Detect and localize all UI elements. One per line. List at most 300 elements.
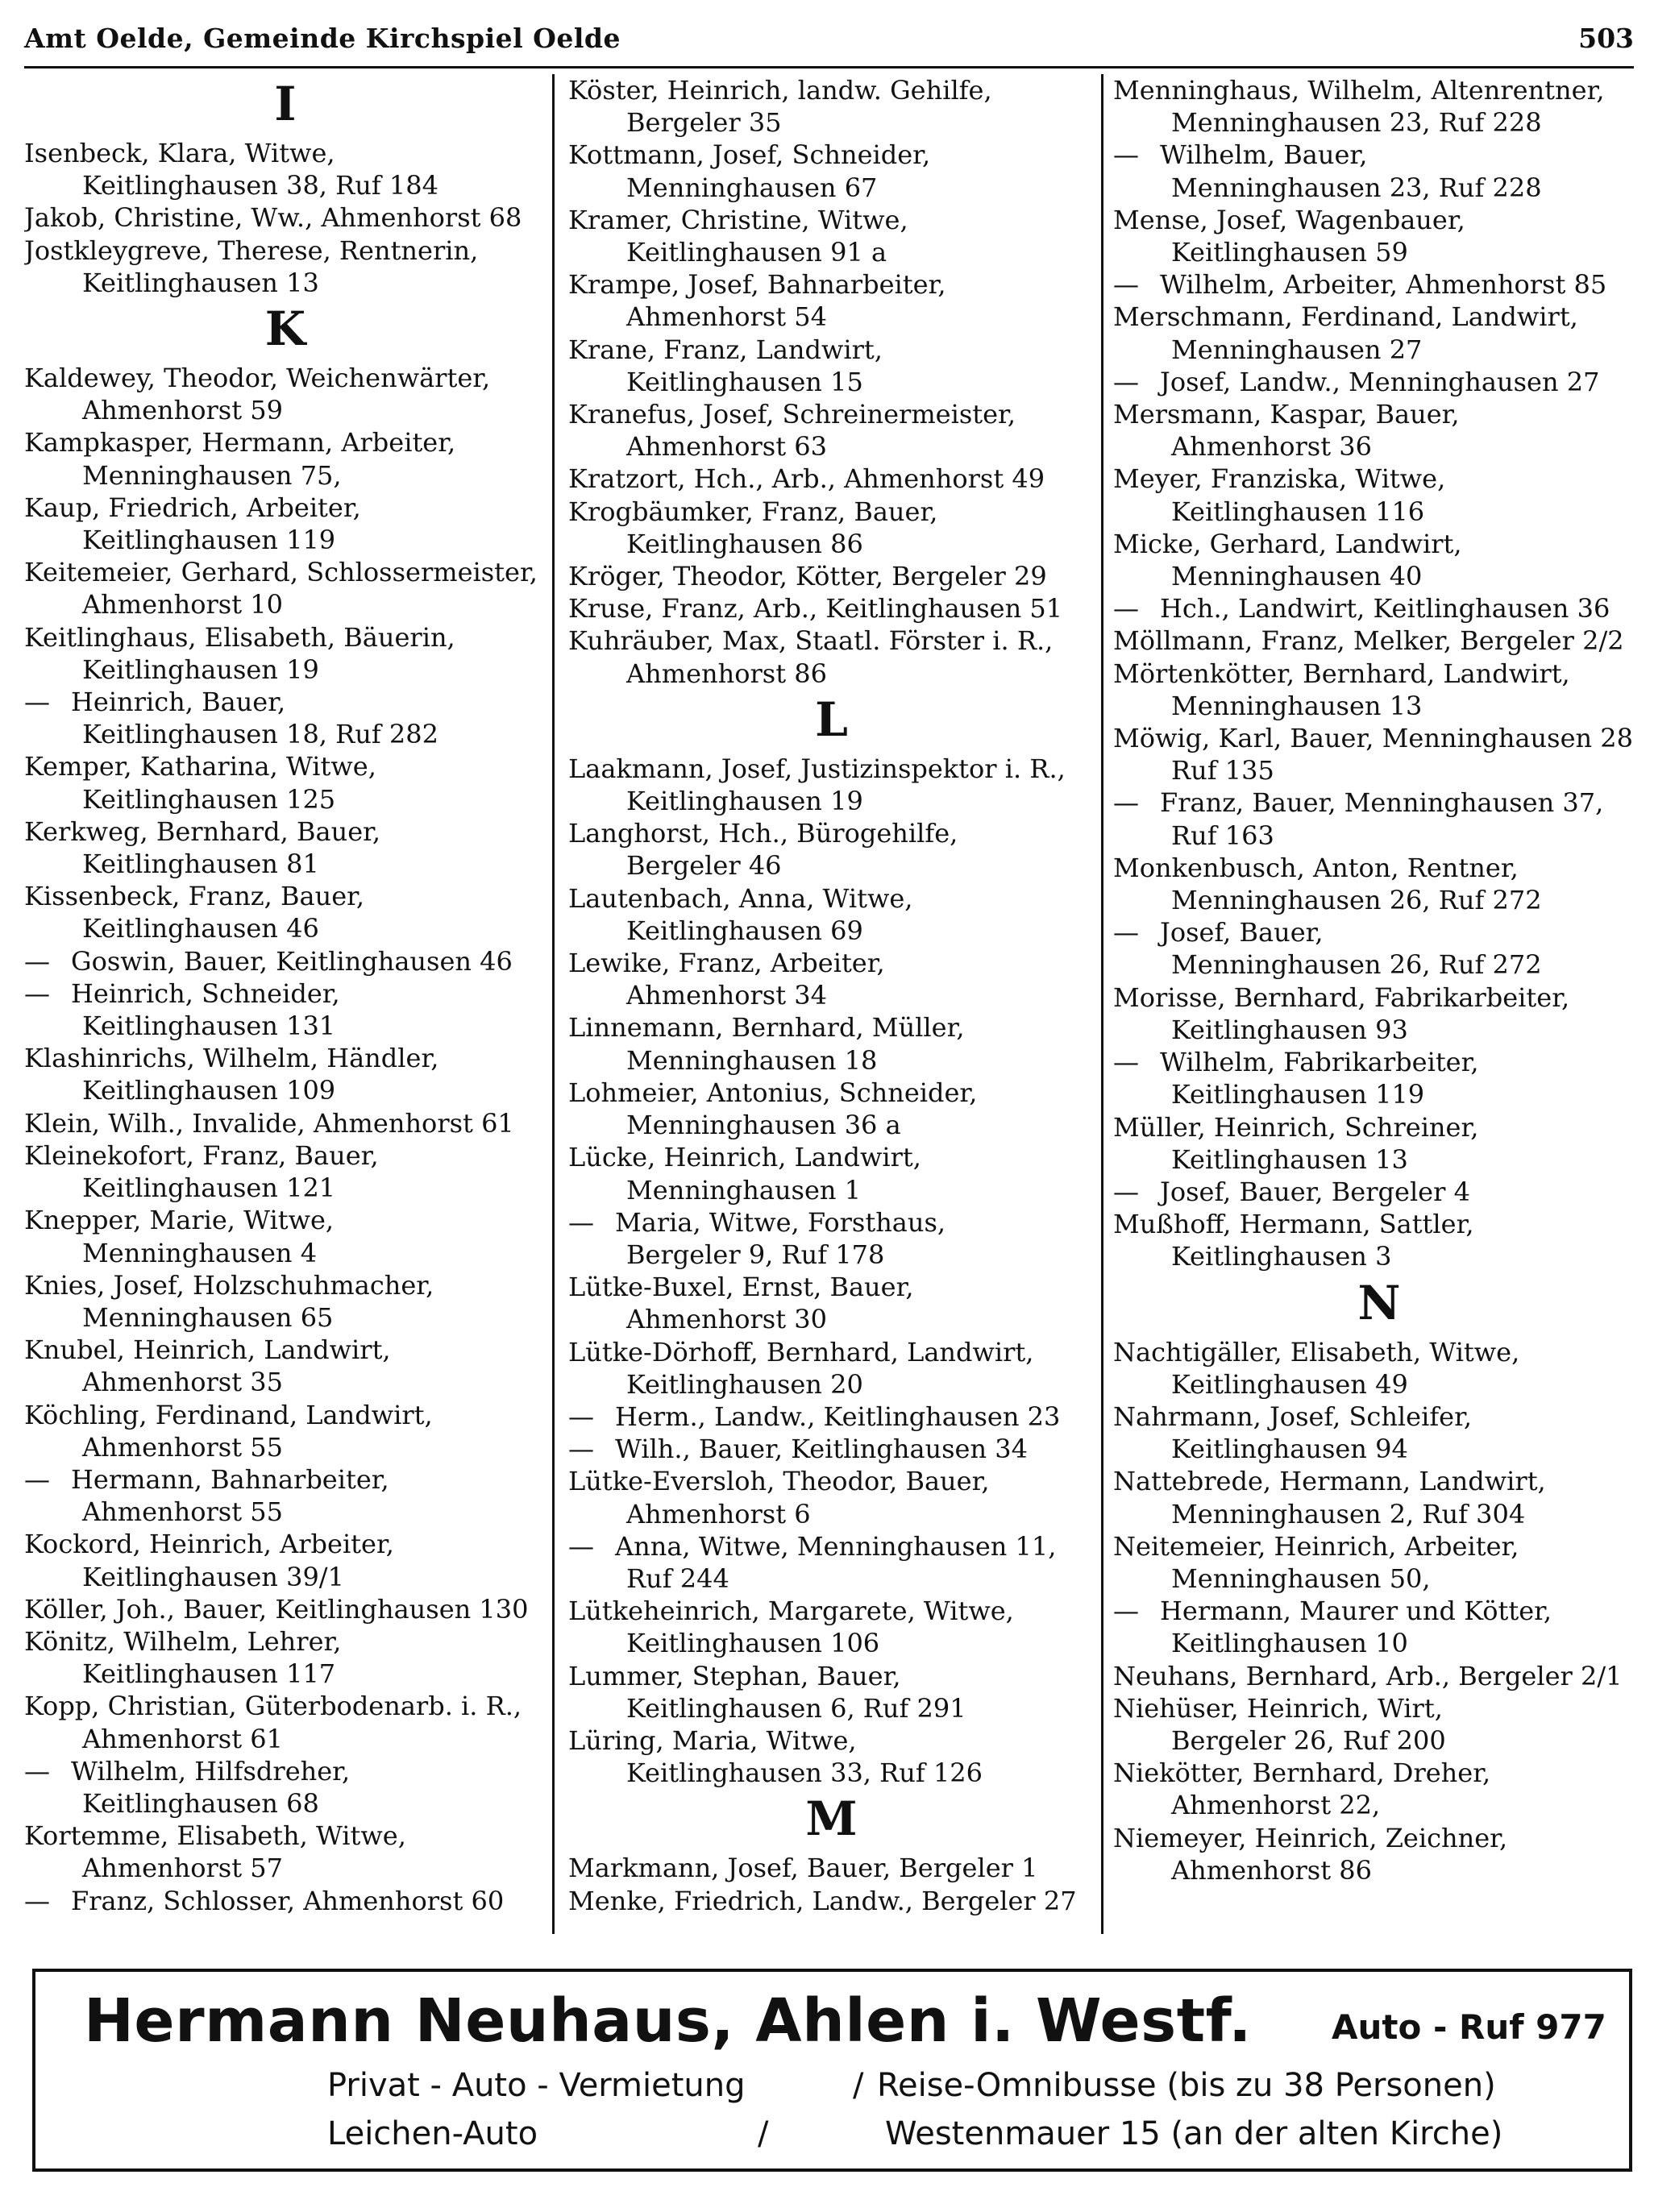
directory-entry <box>1113 1046 1645 1110</box>
entry-text: Ahmenhorst 86 <box>1171 1854 1372 1886</box>
entry-text: Hermann, Bahnarbeiter, <box>71 1463 389 1495</box>
directory-entry <box>24 1269 547 1334</box>
entry-name-line <box>24 945 547 977</box>
entry-name-line <box>568 1724 1095 1757</box>
ad-service-rental: Privat - Auto - Vermietung <box>327 2067 746 2104</box>
entry-address-line <box>1113 754 1645 786</box>
directory-entry <box>1113 366 1645 398</box>
directory-entry <box>24 201 547 234</box>
entry-name-line <box>24 1625 547 1658</box>
entry-name-line <box>568 1011 1095 1044</box>
entry-text: Ahmenhorst 10 <box>82 589 283 620</box>
entry-name-line <box>24 977 547 1010</box>
entry-text: Mersmann, Kaspar, Bauer, <box>1113 399 1460 430</box>
entry-name-line <box>1113 398 1645 430</box>
entry-text: Laakmann, Josef, Justizinspektor i. R., <box>568 753 1066 784</box>
entry-name-line <box>24 201 547 234</box>
entry-name-line <box>568 74 1095 106</box>
entry-text: Nattebrede, Hermann, Landwirt, <box>1113 1466 1546 1497</box>
entry-address-line <box>24 1852 547 1884</box>
directory-entry <box>24 621 547 686</box>
entry-text: Keitlinghausen 19 <box>626 786 863 817</box>
entry-text: Keitlinghausen 20 <box>626 1368 863 1400</box>
entry-text: Keitlinghausen 106 <box>626 1628 880 1659</box>
entry-name-line <box>568 1141 1095 1173</box>
entry-text: Menke, Friedrich, Landw., Bergeler 27 <box>568 1885 1077 1916</box>
directory-entry <box>24 815 547 880</box>
ditto-dash: — <box>24 945 50 977</box>
entry-address-line <box>24 1172 547 1204</box>
ditto-dash: — <box>568 1401 594 1432</box>
entry-name-line <box>568 592 1095 625</box>
directory-entry <box>1113 786 1645 851</box>
entry-text: Menninghausen 65 <box>82 1301 334 1333</box>
ditto-dash: — <box>1113 787 1139 819</box>
entry-address-line <box>1113 1078 1645 1110</box>
entry-text: Hermann, Maurer und Kötter, <box>1160 1596 1552 1627</box>
entry-name-line <box>24 1463 547 1496</box>
directory-entry <box>1113 981 1645 1046</box>
entry-text: Menninghausen 40 <box>1171 561 1423 592</box>
entry-address-line <box>24 1301 547 1334</box>
entry-text: Lütke-Buxel, Ernst, Bauer, <box>568 1272 914 1303</box>
directory-entry <box>24 1690 547 1754</box>
directory-entry <box>568 268 1095 333</box>
entry-text: Merschmann, Ferdinand, Landwirt, <box>1113 301 1578 333</box>
entry-text: Kramer, Christine, Witwe, <box>568 204 908 235</box>
directory-entry <box>24 1528 547 1592</box>
directory-entry <box>24 945 547 977</box>
directory-entry <box>568 947 1095 1011</box>
ditto-dash: — <box>24 977 50 1009</box>
directory-entry <box>568 496 1095 560</box>
directory-entry <box>24 1399 547 1463</box>
directory-entry <box>24 1820 547 1884</box>
ad-separator: / <box>853 2067 864 2104</box>
directory-entry <box>1113 1401 1645 1465</box>
entry-address-line <box>568 236 1095 268</box>
entry-text: Menninghausen 23, Ruf 228 <box>1171 172 1542 203</box>
entry-text: Anna, Witwe, Menninghausen 11, <box>615 1530 1057 1562</box>
directory-entry <box>24 880 547 944</box>
entry-text: Kockord, Heinrich, Arbeiter, <box>24 1529 394 1560</box>
ditto-dash: — <box>24 1755 50 1787</box>
column-divider <box>1101 74 1103 1934</box>
directory-entry <box>568 398 1095 463</box>
entry-text: Menninghausen 1 <box>626 1174 862 1206</box>
entry-address-line <box>568 1368 1095 1401</box>
entry-address-line <box>1113 1724 1645 1757</box>
entry-text: Menninghausen 2, Ruf 304 <box>1171 1498 1526 1529</box>
entry-text: Menninghausen 75, <box>82 459 342 491</box>
entry-text: Menninghausen 4 <box>82 1237 318 1268</box>
entry-text: Menninghausen 26, Ruf 272 <box>1171 885 1542 916</box>
entry-text: Keitlinghausen 119 <box>82 525 336 556</box>
entry-text: Kottmann, Josef, Schneider, <box>568 139 931 171</box>
entry-text: Köller, Joh., Bauer, Keitlinghausen 130 <box>24 1593 529 1625</box>
entry-text: Keitlinghausen 116 <box>1171 496 1425 527</box>
entry-text: Knies, Josef, Holzschuhmacher, <box>24 1269 434 1301</box>
directory-entry <box>24 1755 547 1820</box>
entry-name-line <box>1113 1336 1645 1368</box>
entry-address-line <box>568 301 1095 333</box>
directory-entry <box>1113 398 1645 463</box>
entry-text: Morisse, Bernhard, Fabrikarbeiter, <box>1113 981 1570 1013</box>
directory-entry <box>1113 268 1645 301</box>
entry-text: Kuhräuber, Max, Staatl. Förster i. R., <box>568 625 1054 657</box>
entry-text: Lücke, Heinrich, Landwirt, <box>568 1142 921 1173</box>
entry-name-line <box>1113 786 1645 819</box>
directory-entry <box>24 362 547 426</box>
entry-name-line <box>568 1530 1095 1563</box>
entry-address-line <box>568 915 1095 947</box>
ditto-dash: — <box>568 1434 594 1465</box>
entry-address-line <box>24 1074 547 1106</box>
directory-entry <box>568 1206 1095 1271</box>
directory-entry <box>24 234 547 299</box>
directory-entry <box>1113 1822 1645 1886</box>
directory-entry <box>24 686 547 750</box>
entry-name-line <box>568 817 1095 849</box>
entry-name-line <box>568 1465 1095 1497</box>
entry-text: Könitz, Wilhelm, Lehrer, <box>24 1625 342 1657</box>
entry-name-line <box>568 947 1095 979</box>
entry-text: Neitemeier, Heinrich, Arbeiter, <box>1113 1530 1519 1562</box>
ad-phone: Auto - Ruf 977 <box>1332 2007 1606 2047</box>
entry-text: Niekötter, Bernhard, Dreher, <box>1113 1758 1491 1789</box>
entry-text: Franz, Schlosser, Ahmenhorst 60 <box>71 1885 505 1916</box>
directory-entry <box>568 1852 1095 1884</box>
directory-entry <box>1113 1595 1645 1659</box>
ad-service-bus: Reise-Omnibusse (bis zu 38 Personen) <box>877 2067 1496 2104</box>
section-letter: L <box>815 691 848 747</box>
entry-text: Keitlinghausen 49 <box>1171 1368 1408 1400</box>
entry-address-line <box>1113 1563 1645 1595</box>
entry-text: Wilhelm, Arbeiter, Ahmenhorst 85 <box>1160 269 1607 301</box>
entry-name-line <box>568 1271 1095 1303</box>
entry-name-line <box>568 625 1095 657</box>
entry-text: Nahrmann, Josef, Schleifer, <box>1113 1401 1473 1432</box>
entry-text: Josef, Bauer, <box>1160 917 1324 948</box>
entry-address-line <box>1113 496 1645 528</box>
ditto-dash: — <box>1113 139 1139 171</box>
entry-name-line <box>1113 1530 1645 1563</box>
entry-name-line <box>24 1528 547 1560</box>
entry-text: Möwig, Karl, Bauer, Menninghausen 28 <box>1113 723 1634 754</box>
entry-text: Ahmenhorst 55 <box>82 1431 283 1463</box>
entry-name-line <box>1113 916 1645 948</box>
entry-text: Isenbeck, Klara, Witwe, <box>24 138 335 168</box>
entry-text: Niehüser, Heinrich, Wirt, <box>1113 1692 1443 1724</box>
entry-name-line <box>24 492 547 524</box>
entry-text: Keitlinghausen 68 <box>82 1787 319 1819</box>
directory-entry <box>568 1141 1095 1206</box>
directory-entry <box>24 1107 547 1139</box>
ditto-dash: — <box>1113 366 1139 397</box>
page-header <box>24 21 1634 68</box>
directory-entry <box>568 1077 1095 1141</box>
entry-name-line <box>1113 366 1645 398</box>
entry-address-line <box>1113 1368 1645 1401</box>
directory-entry <box>568 1724 1095 1789</box>
directory-entry <box>1113 625 1645 657</box>
directory-entry <box>24 1885 547 1917</box>
directory-entry <box>568 1433 1095 1465</box>
directory-column-2 <box>568 74 1095 1928</box>
entry-text: Keitlinghausen 10 <box>1171 1628 1408 1659</box>
entry-address-line <box>568 1627 1095 1659</box>
directory-column-1 <box>24 74 547 1928</box>
entry-name-line <box>24 1399 547 1431</box>
entry-name-line <box>568 139 1095 171</box>
entry-name-line <box>1113 722 1645 754</box>
directory-entry <box>568 463 1095 495</box>
entry-text: Ahmenhorst 86 <box>626 658 827 689</box>
entry-address-line <box>568 1692 1095 1724</box>
directory-entry <box>1113 852 1645 916</box>
entry-text: Ahmenhorst 34 <box>626 980 827 1011</box>
entry-name-line <box>568 1595 1095 1627</box>
entry-text: Bergeler 46 <box>626 850 782 882</box>
entry-address-line <box>1113 884 1645 916</box>
entry-name-line <box>568 1401 1095 1433</box>
entry-address-line <box>568 1498 1095 1530</box>
entry-text: Keitlinghausen 46 <box>82 913 319 944</box>
entry-name-line <box>568 463 1095 495</box>
entry-name-line <box>24 1204 547 1236</box>
entry-text: Keitlinghausen 6, Ruf 291 <box>626 1692 966 1724</box>
entry-name-line <box>1113 301 1645 333</box>
entry-text: Josef, Bauer, Bergeler 4 <box>1160 1176 1470 1207</box>
directory-entry <box>568 334 1095 398</box>
entry-address-line <box>24 524 547 556</box>
ditto-dash: — <box>568 1530 594 1562</box>
ad-separator: / <box>758 2115 769 2152</box>
entry-text: Keitlinghausen 91 a <box>626 237 887 268</box>
entry-text: Heinrich, Bauer, <box>71 687 286 718</box>
entry-name-line <box>24 880 547 912</box>
entry-address-line <box>24 1723 547 1755</box>
entry-text: Monkenbusch, Anton, Rentner, <box>1113 852 1519 883</box>
entry-name-line <box>568 1885 1095 1917</box>
entry-text: Lummer, Stephan, Bauer, <box>568 1660 901 1691</box>
entry-address-line <box>1113 560 1645 592</box>
entry-text: Mörtenkötter, Bernhard, Landwirt, <box>1113 658 1570 689</box>
directory-entry <box>24 1463 547 1528</box>
entry-name-line <box>568 1077 1095 1109</box>
entry-text: Keitlinghausen 33, Ruf 126 <box>626 1758 983 1789</box>
ad-service-hearse: Leichen-Auto <box>327 2115 538 2152</box>
entry-address-line <box>24 1496 547 1528</box>
entry-address-line <box>1113 1854 1645 1886</box>
ditto-dash: — <box>1113 593 1139 625</box>
entry-text: Keitlinghausen 39/1 <box>82 1561 344 1592</box>
directory-entry <box>1113 1757 1645 1821</box>
directory-entry <box>568 817 1095 882</box>
directory-entry <box>1113 528 1645 592</box>
entry-address-line <box>24 1431 547 1463</box>
directory-entry <box>1113 204 1645 268</box>
entry-text: Ahmenhorst 55 <box>82 1496 283 1528</box>
entry-text: Lütke-Dörhoff, Bernhard, Landwirt, <box>568 1336 1034 1367</box>
entry-text: Keitlinghausen 13 <box>82 267 319 298</box>
entry-name-line <box>1113 1465 1645 1497</box>
entry-address-line <box>24 267 547 299</box>
entry-text: Ahmenhorst 57 <box>82 1853 283 1884</box>
directory-entry <box>568 204 1095 268</box>
entry-address-line <box>24 1658 547 1690</box>
directory-entry <box>24 492 547 556</box>
section-letter: N <box>1357 1275 1401 1330</box>
entry-name-line <box>1113 268 1645 301</box>
entry-text: Bergeler 35 <box>626 107 782 139</box>
entry-address-line <box>568 658 1095 690</box>
entry-text: Keitlinghausen 81 <box>82 849 319 880</box>
column-divider <box>552 74 555 1934</box>
entry-text: Krogbäumker, Franz, Bauer, <box>568 496 938 527</box>
entry-text: Keitlinghausen 93 <box>1171 1014 1408 1045</box>
entry-text: Keitlinghausen 131 <box>82 1011 336 1042</box>
entry-address-line <box>568 849 1095 882</box>
entry-text: Ahmenhorst 35 <box>82 1367 283 1398</box>
entry-text: Kopp, Christian, Güterbodenarb. i. R., <box>24 1691 522 1722</box>
entry-text: Krane, Franz, Landwirt, <box>568 334 883 365</box>
section-letter: K <box>264 301 306 357</box>
ditto-dash: — <box>1113 1596 1139 1627</box>
entry-name-line <box>568 882 1095 915</box>
entry-text: Lütke-Eversloh, Theodor, Bauer, <box>568 1466 990 1497</box>
entry-name-line <box>24 362 547 394</box>
entry-text: Keitlinghausen 69 <box>626 915 863 946</box>
entry-address-line <box>1113 1240 1645 1272</box>
entry-address-line <box>568 785 1095 817</box>
entry-text: Josef, Landw., Menninghausen 27 <box>1160 366 1600 397</box>
entry-name-line <box>24 1820 547 1852</box>
entry-address-line <box>568 1109 1095 1141</box>
directory-entry <box>1113 1530 1645 1595</box>
entry-text: Keitlinghausen 18, Ruf 282 <box>82 719 438 750</box>
directory-entry <box>1113 1208 1645 1272</box>
entry-text: Mense, Josef, Wagenbauer, <box>1113 204 1465 235</box>
entry-name-line <box>1113 1208 1645 1240</box>
entry-text: Ahmenhorst 63 <box>626 431 827 463</box>
directory-entry <box>568 1401 1095 1433</box>
entry-text: Ahmenhorst 36 <box>1171 431 1372 463</box>
entry-address-line <box>1113 172 1645 204</box>
entry-text: Knepper, Marie, Witwe, <box>24 1205 335 1236</box>
entry-name-line <box>24 1334 547 1366</box>
ditto-dash: — <box>1113 1176 1139 1207</box>
entry-text: Mußhoff, Hermann, Sattler, <box>1113 1209 1474 1240</box>
entry-text: Keitlinghausen 59 <box>1171 237 1408 268</box>
entry-text: Bergeler 26, Ruf 200 <box>1171 1724 1446 1756</box>
entry-address-line <box>24 1010 547 1042</box>
entry-address-line <box>1113 948 1645 981</box>
directory-entry <box>568 753 1095 817</box>
entry-text: Keitlinghausen 117 <box>82 1658 336 1690</box>
entry-text: Keitlinghausen 19 <box>82 654 319 685</box>
entry-text: Wilhelm, Hilfsdreher, <box>71 1755 351 1787</box>
directory-entry <box>568 1465 1095 1529</box>
entry-text: Kerkweg, Bernhard, Bauer, <box>24 815 381 847</box>
entry-address-line <box>568 366 1095 398</box>
ad-company-name: Hermann Neuhaus, Ahlen i. Westf. <box>84 1986 1252 2056</box>
entry-address-line <box>1113 690 1645 722</box>
directory-entry <box>568 1011 1095 1076</box>
entry-name-line <box>24 1139 547 1172</box>
entry-name-line <box>24 686 547 718</box>
entry-name-line <box>568 268 1095 301</box>
entry-text: Menninghausen 13 <box>1171 690 1423 721</box>
page-title: Amt Oelde, Gemeinde Kirchspiel Oelde <box>24 23 621 54</box>
entry-name-line <box>1113 658 1645 690</box>
entry-text: Menninghausen 18 <box>626 1044 878 1076</box>
ditto-dash: — <box>1113 269 1139 301</box>
directory-entry <box>24 750 547 815</box>
ad-address: Westenmauer 15 (an der alten Kirche) <box>885 2115 1503 2152</box>
directory-entry <box>568 1530 1095 1595</box>
directory-entry <box>1113 1465 1645 1529</box>
entry-text: Krampe, Josef, Bahnarbeiter, <box>568 269 946 301</box>
entry-text: Kröger, Theodor, Kötter, Bergeler 29 <box>568 561 1047 592</box>
entry-address-line <box>24 1787 547 1820</box>
entry-name-line <box>24 815 547 848</box>
ditto-dash: — <box>24 687 50 718</box>
entry-name-line <box>24 1885 547 1917</box>
entry-address-line <box>24 912 547 944</box>
directory-entry <box>1113 1176 1645 1208</box>
entry-name-line <box>568 1852 1095 1884</box>
entry-text: Wilhelm, Bauer, <box>1160 139 1368 171</box>
ditto-dash: — <box>568 1206 594 1238</box>
entry-name-line <box>24 750 547 782</box>
entry-address-line <box>1113 236 1645 268</box>
entry-address-line <box>568 1044 1095 1077</box>
entry-name-line <box>24 234 547 267</box>
directory-entry <box>568 1595 1095 1659</box>
entry-text: Keitlinghaus, Elisabeth, Bäuerin, <box>24 621 455 653</box>
entry-text: Menninghausen 67 <box>626 172 878 203</box>
directory-entry <box>1113 916 1645 981</box>
entry-text: Ahmenhorst 6 <box>626 1498 811 1529</box>
entry-text: Keitlinghausen 86 <box>626 528 863 559</box>
entry-address-line <box>568 106 1095 139</box>
entry-text: Kruse, Franz, Arb., Keitlinghausen 51 <box>568 593 1063 625</box>
entry-address-line <box>1113 430 1645 463</box>
entry-address-line <box>24 169 547 201</box>
entry-name-line <box>1113 1046 1645 1078</box>
entry-address-line <box>24 654 547 686</box>
entry-text: Kaldewey, Theodor, Weichenwärter, <box>24 363 491 394</box>
entry-name-line <box>24 556 547 588</box>
entry-text: Müller, Heinrich, Schreiner, <box>1113 1111 1479 1143</box>
entry-name-line <box>1113 139 1645 171</box>
directory-entry <box>1113 74 1645 139</box>
entry-text: Kemper, Katharina, Witwe, <box>24 751 376 782</box>
entry-address-line <box>568 430 1095 463</box>
directory-entry <box>1113 1692 1645 1757</box>
entry-address-line <box>24 848 547 880</box>
entry-text: Hch., Landwirt, Keitlinghausen 36 <box>1160 593 1610 625</box>
entry-text: Menninghausen 26, Ruf 272 <box>1171 949 1542 981</box>
entry-name-line <box>568 753 1095 785</box>
entry-text: Ahmenhorst 22, <box>1171 1790 1381 1821</box>
entry-name-line <box>1113 1660 1645 1692</box>
entry-text: Ahmenhorst 54 <box>626 301 827 333</box>
entry-address-line <box>24 783 547 815</box>
directory-entry <box>1113 592 1645 625</box>
entry-address-line <box>1113 1433 1645 1465</box>
